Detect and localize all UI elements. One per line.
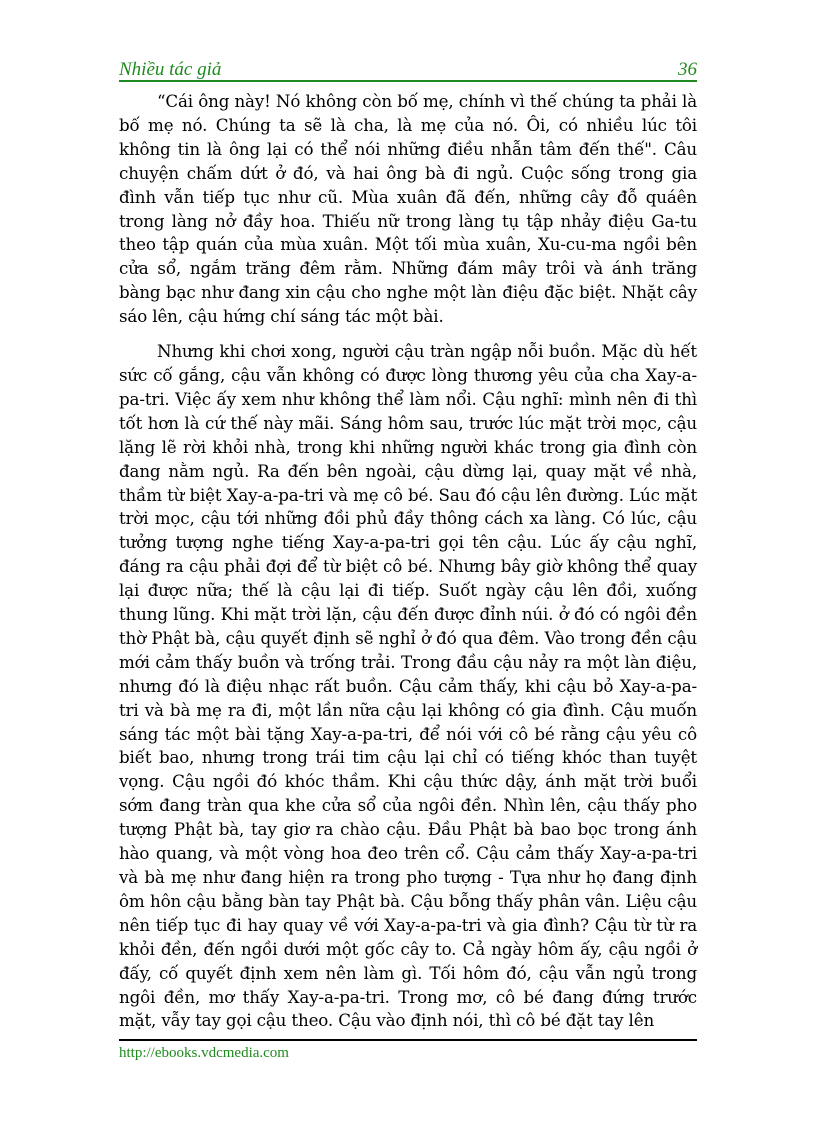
header-page-number: 36 — [678, 59, 697, 80]
header-author: Nhiều tác giả — [119, 59, 222, 80]
page-header — [119, 60, 697, 82]
footer-divider — [119, 1039, 697, 1041]
paragraph: Nhưng khi chơi xong, người cậu tràn ngập nỗi buồn. Mặc dù hết sức cố gắng, cậu vẫn không có được lòng thương yêu của cha Xay-a-pa-tri. Việc ấy xem như không thể làm nổi. Cậu nghĩ: mình nên đi thì tốt hơn là cứ thế này mãi. Sáng hôm sau, trước lúc mặt trời mọc, cậu lặng lẽ rời khỏi nhà, trong khi những người khác trong gia đình còn đang nằm ngủ. Ra đến bên ngoài, cậu dừng lại, quay mặt về nhà, thầm từ biệt Xay-a-pa-tri và mẹ cô bé. Sau đó cậu lên đường. Lúc mặt trời mọc, cậu tới những đồi phủ đầy thông cách xa làng. Có lúc, cậu tưởng tượng nghe tiếng Xay-a-pa-tri gọi tên cậu. Lúc ấy cậu nghĩ, đáng ra cậu phải đợi để từ biệt cô bé. Nhưng bây giờ không thể quay lại được nữa; thế là cậu lại đi tiếp. Suốt ngày cậu lên đồi, xuống thung lũng. Khi mặt trời lặn, cậu đến được đỉnh núi. ở đó có ngôi đền thờ Phật bà, cậu quyết định sẽ nghỉ ở đó qua đêm. Vào trong đền cậu mới cảm thấy buồn và trống trải. Trong đầu cậu nảy ra một làn điệu, nhưng đó là điệu nhạc rất buồn. Cậu cảm thấy, khi cậu bỏ Xay-a-pa-tri và bà mẹ ra đi, một lần nữa cậu lại không có gia đình. Cậu muốn sáng tác một bài tặng Xay-a-pa-tri, để nói với cô bé rằng cậu yêu cô biết bao, nhưng trong trái tim cậu lại chỉ có tiếng khóc than tuyệt vọng. Cậu ngồi đó khóc thầm. Khi cậu thức dậy, ánh mặt trời buổi sớm đang tràn qua khe cửa sổ của ngôi đền. Nhìn lên, cậu thấy pho tượng Phật bà, tay giơ ra chào cậu. Đầu Phật bà bao bọc trong ánh hào quang, và một vòng hoa đeo trên cổ. Cậu cảm thấy Xay-a-pa-tri và bà mẹ như đang hiện ra trong pho tượng - Tựa như họ đang định ôm hôn cậu bằng bàn tay Phật bà. Cậu bỗng thấy phân vân. Liệu cậu nên tiếp tục đi hay quay về với Xay-a-pa-tri và gia đình? Cậu từ từ ra khỏi đền, đến ngồi dưới một gốc cây to. Cả ngày hôm ấy, cậu ngồi ở đấy, cố quyết định xem nên làm gì. Tối hôm đó, cậu vẫn ngủ trong ngôi đền, mơ thấy Xay-a-pa-tri. Trong mơ, cô bé đang đứng trước mặt, vẫy tay gọi cậu theo. Cậu vào định nói, thì cô bé đặt tay lên — [119, 341, 697, 1031]
footer-link[interactable]: http://ebooks.vdcmedia.com — [119, 1045, 289, 1061]
paragraph: “Cái ông này! Nó không còn bố mẹ, chính vì thế chúng ta phải là bố mẹ nó. Chúng ta sẽ là cha, là mẹ của nó. Ôi, có nhiều lúc tôi không tin là ông lại có thể nói những điều nhẫn tâm đến thế". Câu chuyện chấm dứt ở đó, và hai ông bà đi ngủ. Cuộc sống trong gia đình vẫn tiếp tục như cũ. Mùa xuân đã đến, những cây đỗ quáên trong làng nở đầy hoa. Thiếu nữ trong làng tụ tập nhảy điệu Ga-tu theo tập quán của mùa xuân. Một tối mùa xuân, Xu-cu-ma ngồi bên cửa sổ, ngắm trăng đêm rằm. Những đám mây trôi và ánh trăng bàng bạc như đang xin cậu cho nghe một làn điệu đặc biệt. Nhặt cây sáo lên, cậu hứng chí sáng tác một bài. — [119, 91, 697, 327]
page-body — [119, 90, 697, 1044]
